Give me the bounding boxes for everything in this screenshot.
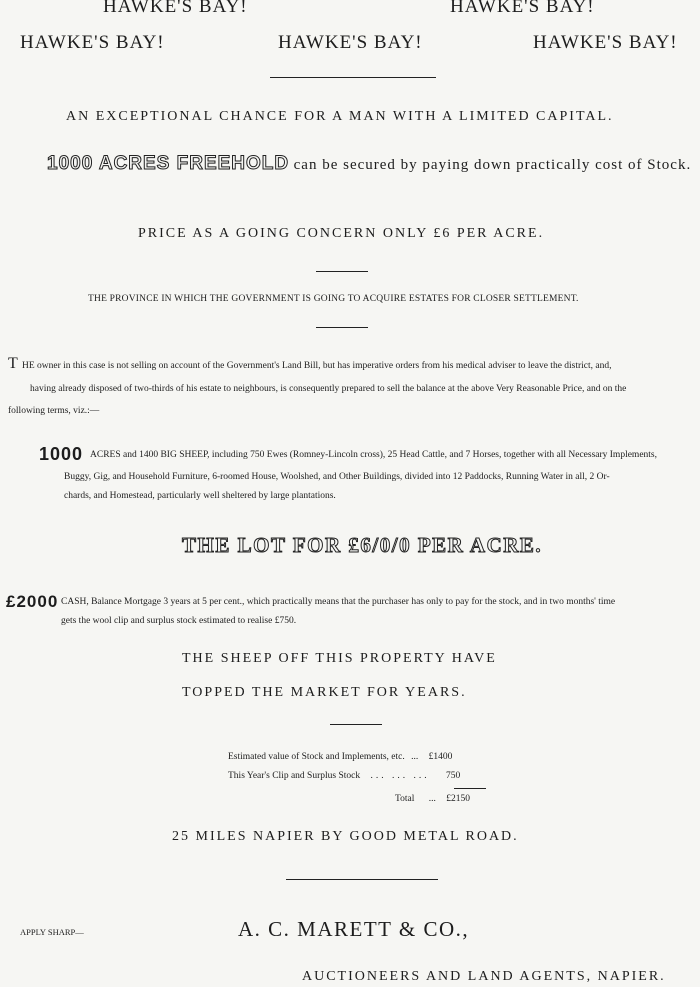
divider (330, 724, 382, 725)
cash-line-1: CASH, Balance Mortgage 3 years at 5 per cent., which practically means that the purchaser has only to pay for the stock, and in two months' time (61, 597, 616, 607)
acres-line-1: ACRES and 1400 BIG SHEEP, including 750 Ewes (Romney-Lincoln cross), 25 Head Cattle, and 7 Horses, together with all Necessary Implements, (90, 450, 657, 460)
estimate-row-1-label: Estimated value of Stock and Implements, etc. (228, 752, 405, 762)
owner-line-1: HE owner in this case is not selling on account of the Government's Land Bill, but has imperative orders from his medical adviser to leave the district, and, (22, 361, 612, 371)
divider (454, 788, 486, 789)
cash-line-2: gets the wool clip and surplus stock estimated to realise £750. (61, 616, 297, 626)
acres-line-2: Buggy, Gig, and Household Furniture, 6-roomed House, Woolshed, and Other Buildings, divided into 12 Paddocks, Running Water in all, 2 Or- (64, 472, 610, 482)
cash-amount: £2000 (6, 592, 59, 611)
estimate-row-1 (228, 752, 452, 762)
divider (270, 77, 436, 78)
lot-line: THE LOT FOR £6/0/0 PER ACRE. (182, 533, 543, 557)
hawkes-bay-heading: HAWKE'S BAY! (103, 0, 248, 17)
estimate-row-1-dots: ... (411, 752, 419, 762)
freehold-bold: 1000 ACRES FREEHOLD (47, 153, 290, 174)
estimate-total (395, 794, 470, 804)
freehold-rest: can be secured by paying down practically cost of Stock. (293, 157, 692, 173)
hawkes-bay-heading: HAWKE'S BAY! (20, 32, 165, 53)
price-line: PRICE AS A GOING CONCERN ONLY £6 PER ACRE. (138, 226, 545, 241)
province-line: THE PROVINCE IN WHICH THE GOVERNMENT IS GOING TO ACQUIRE ESTATES FOR CLOSER SETTLEMENT. (88, 294, 579, 304)
drop-cap: T (8, 355, 18, 372)
hawkes-bay-heading: HAWKE'S BAY! (278, 32, 423, 53)
estimate-row-2-value: 750 (445, 771, 461, 781)
hawkes-bay-heading: HAWKE'S BAY! (533, 32, 678, 53)
miles-line: 25 MILES NAPIER BY GOOD METAL ROAD. (172, 829, 519, 844)
estimate-row-2 (228, 771, 460, 781)
freehold-line (47, 153, 691, 175)
estimate-row-2-label: This Year's Clip and Surplus Stock (228, 771, 361, 781)
headline: AN EXCEPTIONAL CHANCE FOR A MAN WITH A LIMITED CAPITAL. (66, 109, 614, 124)
hawkes-bay-heading: HAWKE'S BAY! (450, 0, 595, 17)
sheep-line-2: TOPPED THE MARKET FOR YEARS. (182, 685, 467, 700)
agent-name: A. C. MARETT & CO., (238, 917, 470, 941)
agent-description: AUCTIONEERS AND LAND AGENTS, NAPIER. (302, 969, 666, 984)
divider (286, 879, 438, 880)
owner-line-3: following terms, viz.:— (8, 406, 100, 416)
estimate-row-1-value: £1400 (428, 752, 453, 762)
estimate-total-dots: ... (428, 794, 436, 804)
divider (316, 271, 368, 272)
estimate-total-value: £2150 (446, 794, 471, 804)
divider (316, 327, 368, 328)
acres-number: 1000 (39, 444, 84, 464)
estimate-row-2-dots: ... ... ... (370, 771, 430, 781)
acres-line-3: chards, and Homestead, particularly well sheltered by large plantations. (64, 491, 336, 501)
sheep-line-1: THE SHEEP OFF THIS PROPERTY HAVE (182, 651, 497, 666)
estimate-total-label: Total (395, 794, 415, 804)
owner-line-2: having already disposed of two-thirds of his estate to neighbours, is consequently prepared to sell the balance at the above Very Reasonable Price, and on the (30, 384, 627, 394)
apply-label: APPLY SHARP— (20, 927, 84, 937)
